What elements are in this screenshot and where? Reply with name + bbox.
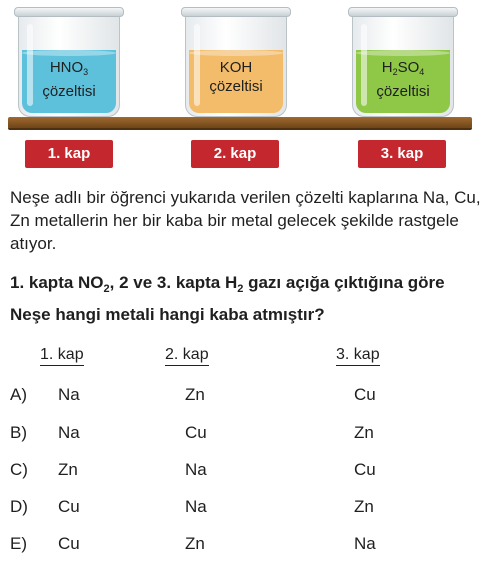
kap-label-1: 1. kap: [25, 140, 113, 168]
option-cell-2: Cu: [185, 423, 207, 442]
option-cell-1: Cu: [58, 497, 80, 516]
wooden-shelf: [8, 117, 472, 128]
option-cell-1: Cu: [58, 534, 80, 553]
option-cell-2: Zn: [185, 534, 205, 553]
option-letter: D): [10, 497, 28, 516]
option-cell-3: Zn: [354, 497, 374, 516]
option-cell-1: Na: [58, 423, 80, 442]
option-e[interactable]: [0, 533, 490, 555]
option-letter: A): [10, 385, 27, 404]
question-text: 1. kapta $NO_2$, 2 ve 3. kapta $H_2$ gazı açığa çıktığına göre Neşe hangi metali hangi kaba atmıştır?: [10, 273, 445, 324]
kap-label-3: 3. kap: [358, 140, 446, 168]
kap-label-2: 2. kap: [191, 140, 279, 168]
option-d[interactable]: [0, 496, 490, 518]
option-c[interactable]: [0, 459, 490, 481]
beaker-2-label: KOH çözeltisi: [209, 59, 263, 95]
option-b[interactable]: [0, 422, 490, 444]
beaker-2: [185, 10, 287, 118]
column-header-3: 3. kap: [336, 346, 380, 366]
beaker-illustration: [0, 0, 490, 175]
option-cell-2: Na: [185, 497, 207, 516]
option-letter: E): [10, 534, 27, 553]
option-cell-1: Na: [58, 385, 80, 404]
option-cell-3: Cu: [354, 460, 376, 479]
option-cell-3: Zn: [354, 423, 374, 442]
option-a[interactable]: [0, 384, 490, 406]
option-letter: B): [10, 423, 27, 442]
option-cell-3: Cu: [354, 385, 376, 404]
column-header-1: 1. kap: [40, 346, 84, 366]
option-letter: C): [10, 460, 28, 479]
problem-paragraph: Neşe adlı bir öğrenci yukarıda verilen çözelti kaplarına Na, Cu, Zn metallerin her bir kaba bir metal gelecek şekilde rastgele atıyor.: [10, 188, 481, 253]
option-cell-3: Na: [354, 534, 376, 553]
option-cell-2: Zn: [185, 385, 205, 404]
beaker-3: [352, 10, 454, 118]
column-header-2: 2. kap: [165, 346, 209, 366]
beaker-3-label: $H_2SO_4$ çözeltisi: [376, 59, 430, 100]
option-cell-2: Na: [185, 460, 207, 479]
beaker-1-label: $HNO_3$ çözeltisi: [42, 59, 96, 100]
beaker-1: [18, 10, 120, 118]
option-cell-1: Zn: [58, 460, 78, 479]
